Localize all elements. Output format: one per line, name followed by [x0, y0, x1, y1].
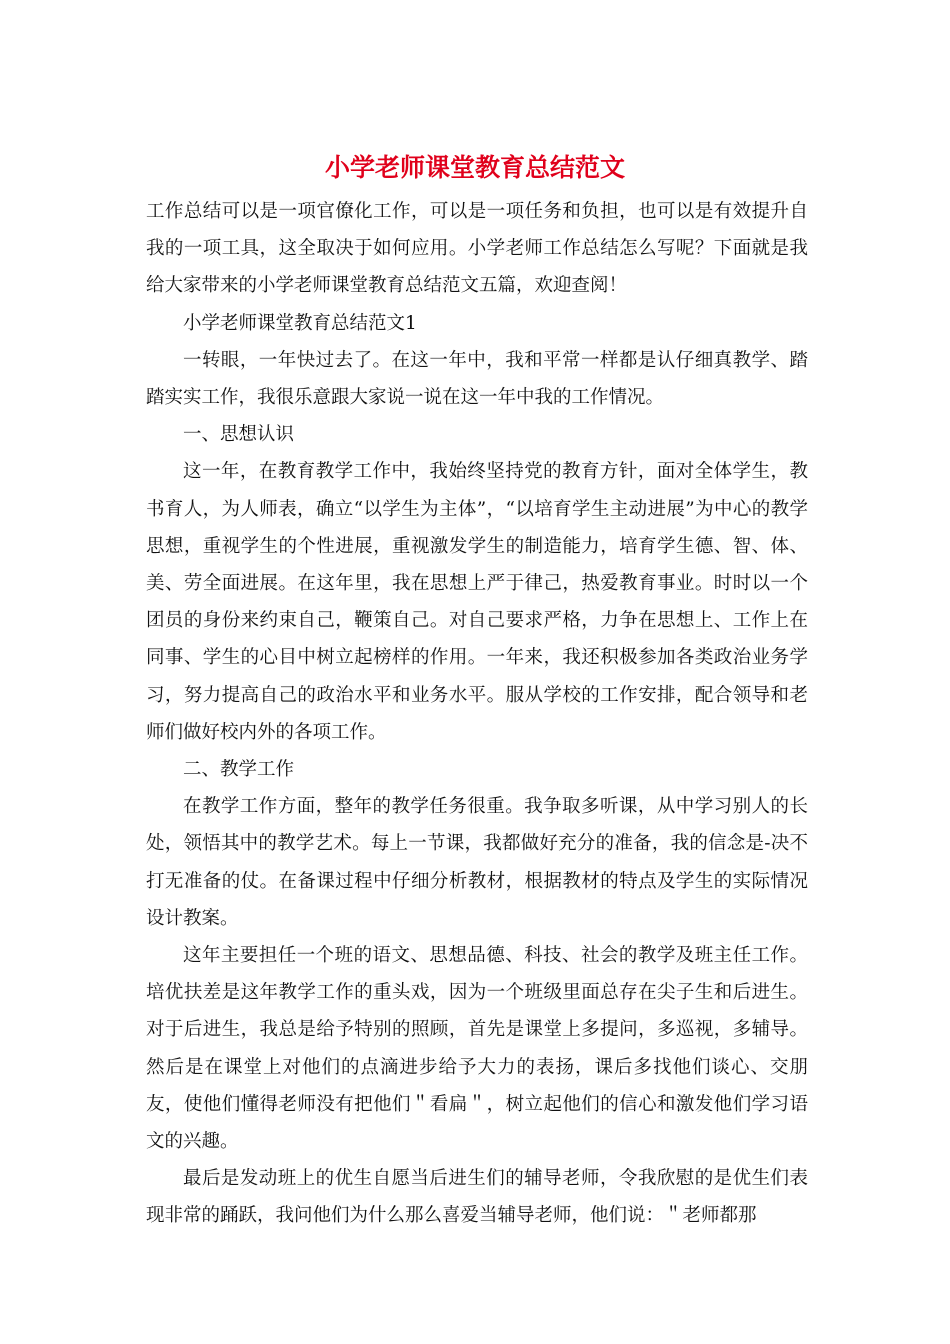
section-heading-teaching: 二、教学工作 — [183, 759, 295, 781]
document-title: 小学老师课堂教育总结范文 — [324, 153, 625, 182]
paragraph-intro: 工作总结可以是一项官僚化工作，可以是一项任务和负担，也可以是有效提升自我的一项工具，这全取决于如何应用。小学老师工作总结怎么写呢？下面就是我给大家带来的小学老师课堂教育总结范文五篇，欢迎查阅！ — [146, 201, 808, 297]
paragraph: 在教学工作方面，整年的教学任务很重。我争取多听课，从中学习别人的长处，领悟其中的教学艺术。每上一节课，我都做好充分的准备，我的信念是-决不打无准备的仗。在备课过程中仔细分析教材，根据教材的特点及学生的实际情况设计教案。 — [146, 796, 808, 929]
section-heading-essay-1: 小学老师课堂教育总结范文1 — [183, 312, 417, 334]
paragraph: 一转眼，一年快过去了。在这一年中，我和平常一样都是认仔细真教学、踏踏实实工作，我很乐意跟大家说一说在这一年中我的工作情况。 — [146, 349, 808, 409]
paragraph: 这年主要担任一个班的语文、思想品德、科技、社会的教学及班主任工作。培优扶差是这年教学工作的重头戏，因为一个班级里面总存在尖子生和后进生。对于后进生，我总是给予特别的照顾，首先是课堂上多提问，多巡视，多辅导。然后是在课堂上对他们的点滴进步给予大力的表扬，课后多找他们谈心、交朋友，使他们懂得老师没有把他们＂看扁＂，树立起他们的信心和激发他们学习语文的兴趣。 — [146, 945, 808, 1153]
paragraph: 最后是发动班上的优生自愿当后进生们的辅导老师，令我欣慰的是优生们表现非常的踊跃，我问他们为什么那么喜爱当辅导老师，他们说：＂老师都那 — [146, 1168, 808, 1227]
section-heading-thought: 一、思想认识 — [183, 424, 295, 446]
paragraph: 这一年，在教育教学工作中，我始终坚持党的教育方针，面对全体学生，教书育人，为人师表，确立“以学生为主体”，“以培育学生主动进展”为中心的教学思想，重视学生的个性进展，重视激发学生的制造能力，培育学生德、智、体、美、劳全面进展。在这年里，我在思想上严于律己，热爱教育事业。时时以一个团员的身份来约束自己，鞭策自己。对自己要求严格，力争在思想上、工作上在同事、学生的心目中树立起榜样的作用。一年来，我还积极参加各类政治业务学习，努力提高自己的政治水平和业务水平。服从学校的工作安排，配合领导和老师们做好校内外的各项工作。 — [146, 461, 808, 743]
document-body — [146, 193, 808, 1235]
